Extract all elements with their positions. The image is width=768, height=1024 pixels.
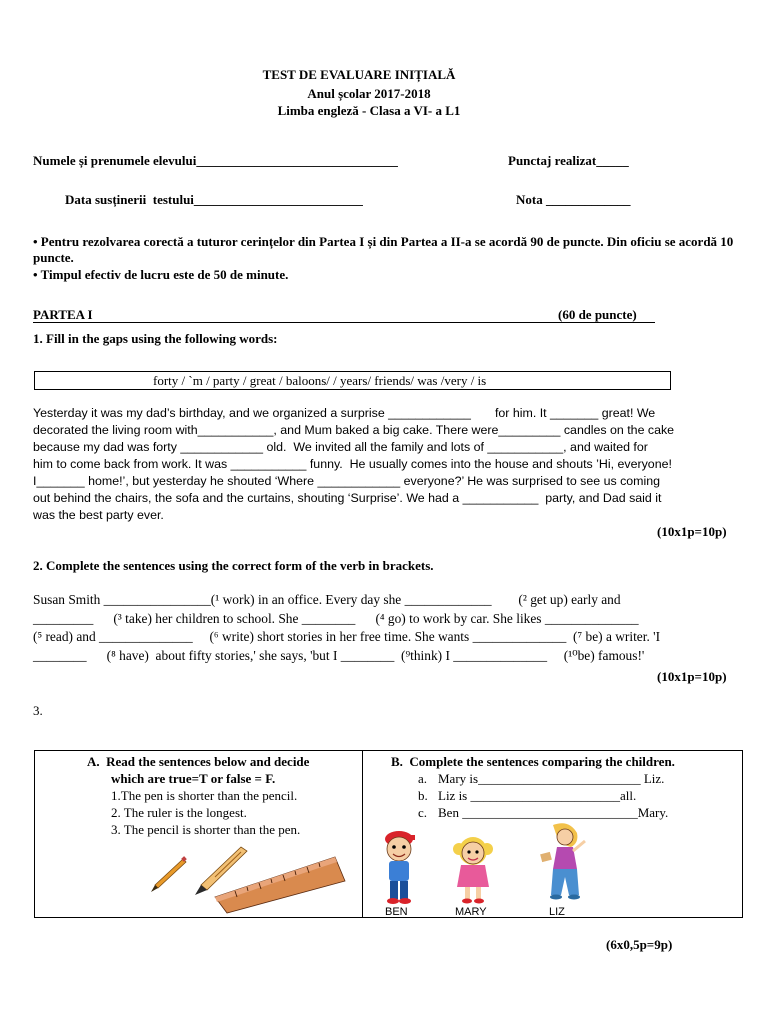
ex3-a-item: 1.The pen is shorter than the pencil.: [111, 788, 298, 803]
ex3-b-item: Ben ___________________________Mary.: [438, 805, 669, 820]
ex2-heading: 2. Complete the sentences using the correct form of the verb in brackets.: [33, 558, 434, 573]
ex2-score: (10x1p=10p): [657, 669, 727, 684]
ex1-line: decorated the living room with___________, and Mum baked a big cake. There were_________ candles on the cake: [33, 423, 675, 437]
liz-figure: [540, 823, 585, 899]
ex2-line: (⁵ read) and ______________ (⁶ write) short stories in her free time. She wants ______________ (⁷ be) a writer. 'I: [33, 629, 661, 644]
ex1-score: (10x1p=10p): [657, 524, 727, 539]
ex1-word-list: forty / `m / party / great / baloons/ / years/ friends/ was /very / is: [153, 373, 487, 388]
ruler-icon: [215, 857, 345, 913]
mary-figure: [453, 837, 493, 904]
ex1-line: out behind the chairs, the sofa and the curtains, shouting ‘Surprise’. We had a ___________ party, and Dad said it: [33, 491, 662, 505]
ex3-a-heading: A. Read the sentences below and decide: [87, 754, 310, 769]
ex1-line: because my dad was forty ____________ old. We invited all the family and lots of ___________, and waited for: [33, 440, 648, 454]
ex1-line: Yesterday it was my dad’s birthday, and we organized a surprise ____________ for him. It _______ great! We: [33, 406, 656, 420]
score-field[interactable]: Punctaj realizat_____: [508, 153, 629, 168]
ex2-line: Susan Smith ________________(¹ work) in an office. Every day she _____________ (² get up) early and: [33, 592, 621, 607]
ex2-paragraph: [33, 591, 745, 665]
ex3-score: (6x0,5p=9p): [606, 937, 673, 952]
ex1-heading: 1. Fill in the gaps using the following words:: [33, 331, 278, 346]
ex3-divider: [362, 751, 363, 917]
ex3-b-item: Mary is_________________________ Liz.: [438, 771, 665, 786]
student-name-field[interactable]: Numele și prenumele elevului_______________________________: [33, 153, 398, 168]
ex3-b-letter: c.: [418, 805, 428, 820]
stationery-illustration: [145, 837, 355, 915]
part1-title: PARTEA I: [33, 307, 93, 322]
ex1-line: was the best party ever.: [33, 508, 164, 522]
ben-figure: [385, 831, 415, 904]
pen-icon: [195, 847, 247, 895]
pencil-icon: [151, 856, 187, 892]
note-time: • Timpul efectiv de lucru este de 50 de minute.: [33, 267, 289, 282]
ex2-line: _________ (³ take) her children to school. She ________ (⁴ go) to work by car. She likes ______________: [33, 610, 639, 626]
ex1-line: him to come back from work. It was ___________ funny. He usually comes into the house and shouts ’Hi, everyone!: [33, 457, 672, 471]
name-mary: MARY: [455, 906, 487, 917]
ex3-b-heading: B. Complete the sentences comparing the children.: [391, 754, 675, 769]
ex3-number: 3.: [33, 703, 43, 718]
ex3-a-subheading: which are true=T or false = F.: [111, 771, 276, 786]
part1-points: (60 de puncte): [558, 307, 637, 322]
ex1-line: I_______ home!’, but yesterday he shouted ‘Where ____________ everyone?’ He was surprised to see us coming: [33, 474, 661, 488]
ex1-word-box: [34, 371, 671, 390]
ex3-b-item: Liz is _______________________all.: [438, 788, 637, 803]
ex3-table: [34, 750, 743, 918]
school-year: Anul școlar 2017-2018: [307, 86, 431, 101]
grade-field[interactable]: Nota _____________: [516, 192, 631, 207]
children-illustration: [373, 819, 613, 917]
name-liz: LIZ: [549, 906, 565, 917]
ex3-a-item: 2. The ruler is the longest.: [111, 805, 247, 820]
ex3-a-item: 3. The pencil is shorter than the pen.: [111, 822, 301, 837]
ex2-line: ________ (⁸ have) about fifty stories,' she says, 'but I ________ (⁹think) I ______________ (¹⁰be) famous!': [33, 647, 645, 663]
ex3-b-letter: a.: [418, 771, 428, 786]
ex1-paragraph: [33, 405, 745, 524]
test-date-field[interactable]: Data susținerii testului__________________________: [65, 192, 363, 207]
note-points: • Pentru rezolvarea corectă a tuturor cerințelor din Partea I și din Partea a II-a se acordă 90 de puncte. Din oficiu se acordă 10 puncte.: [33, 234, 734, 265]
ex3-b-letter: b.: [418, 788, 428, 803]
test-title: TEST DE EVALUARE INIȚIALĂ: [262, 67, 456, 82]
subject-line: Limba engleză - Clasa a VI- a L1: [277, 103, 461, 118]
name-ben: BEN: [385, 906, 408, 917]
